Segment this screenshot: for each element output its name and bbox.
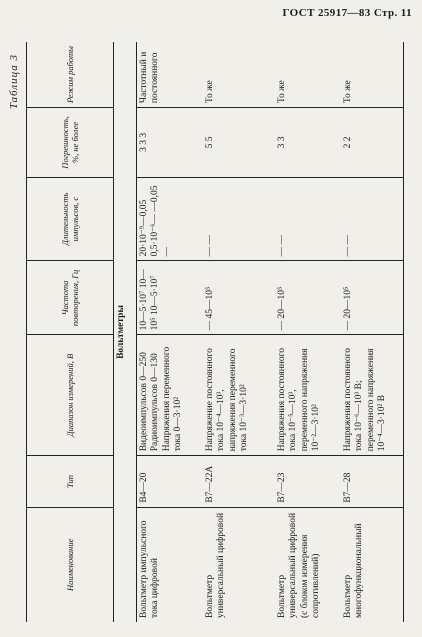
cell-error: 2 2 <box>341 108 404 178</box>
table-row <box>137 42 204 622</box>
table-header-row <box>27 42 114 622</box>
cell-duration: — — <box>203 177 275 261</box>
cell-type: В7—28 <box>341 456 404 507</box>
col-range-header: Диапазон измерений, В <box>27 335 114 456</box>
cell-mode: Частотный и постоянного <box>137 42 204 108</box>
cell-error: 3 3 3 <box>137 108 204 178</box>
col-mode-header: Режим работы <box>27 42 114 108</box>
cell-freq: — 20—10⁵ <box>341 261 404 335</box>
cell-type: В7—23 <box>275 456 341 507</box>
cell-mode: То же <box>203 42 275 108</box>
table-row <box>275 42 341 622</box>
data-table <box>26 42 404 622</box>
cell-range: Напряжения постоянного тока 10⁻⁵—10³, переменного напряжения 10⁻²—3·10² <box>275 335 341 456</box>
table-row <box>203 42 275 622</box>
cell-error: 5 5 <box>203 108 275 178</box>
cell-mode: То же <box>275 42 341 108</box>
col-freq-header: Частота повторения, Гц <box>27 261 114 335</box>
cell-freq: — 45—10⁵ <box>203 261 275 335</box>
cell-type: В4—20 <box>137 456 204 507</box>
cell-range: Напряжение постоянного тока 10⁻⁴—10³, напряжения переменного тока 10⁻³—3·10² <box>203 335 275 456</box>
cell-freq: — 20—10⁵ <box>275 261 341 335</box>
page-header: ГОСТ 25917—83 Стр. 11 <box>282 7 412 19</box>
cell-name: Вольтметр импульсного тока цифровой <box>139 520 161 618</box>
col-duration-header: Длительность импульсов, с <box>27 177 114 261</box>
section-title: Вольтметры <box>114 42 137 622</box>
cell-range: Напряжения постоянного тока 10⁻⁶—10³ В; переменного напряжения 10⁻⁴—3·10² В <box>341 335 404 456</box>
cell-mode: То же <box>341 42 404 108</box>
col-error-header: Погрешность, %, не более <box>27 108 114 178</box>
table-label: Таблица 3 <box>8 54 20 110</box>
section-row <box>114 42 137 622</box>
col-type-header: Тип <box>27 456 114 507</box>
cell-error: 3 3 <box>275 108 341 178</box>
cell-duration: 20·10⁻⁹—0,05 0,5·10⁻⁶— —0,05 — <box>137 177 204 261</box>
cell-type: В7—22А <box>203 456 275 507</box>
cell-duration: — — <box>341 177 404 261</box>
cell-name: Вольтметр универсальный цифровой <box>205 512 227 618</box>
cell-name: Вольтметр универсальный цифровой (с блоком измерения сопротивлений) <box>277 512 322 618</box>
cell-duration: — — <box>275 177 341 261</box>
cell-name: Вольтметр многофункциональный <box>343 523 365 618</box>
col-name-header: Наименование <box>27 507 114 622</box>
cell-range: Видеоимпульсов 0—250 Радиоимпульсов 0—130 Напряжения переменного тока 0—3·10² <box>137 335 204 456</box>
rotated-table-page <box>6 42 411 622</box>
cell-freq: 10—5·10⁷ 10—10⁵ 10—5·10⁷ <box>137 261 204 335</box>
table-row <box>341 42 404 622</box>
